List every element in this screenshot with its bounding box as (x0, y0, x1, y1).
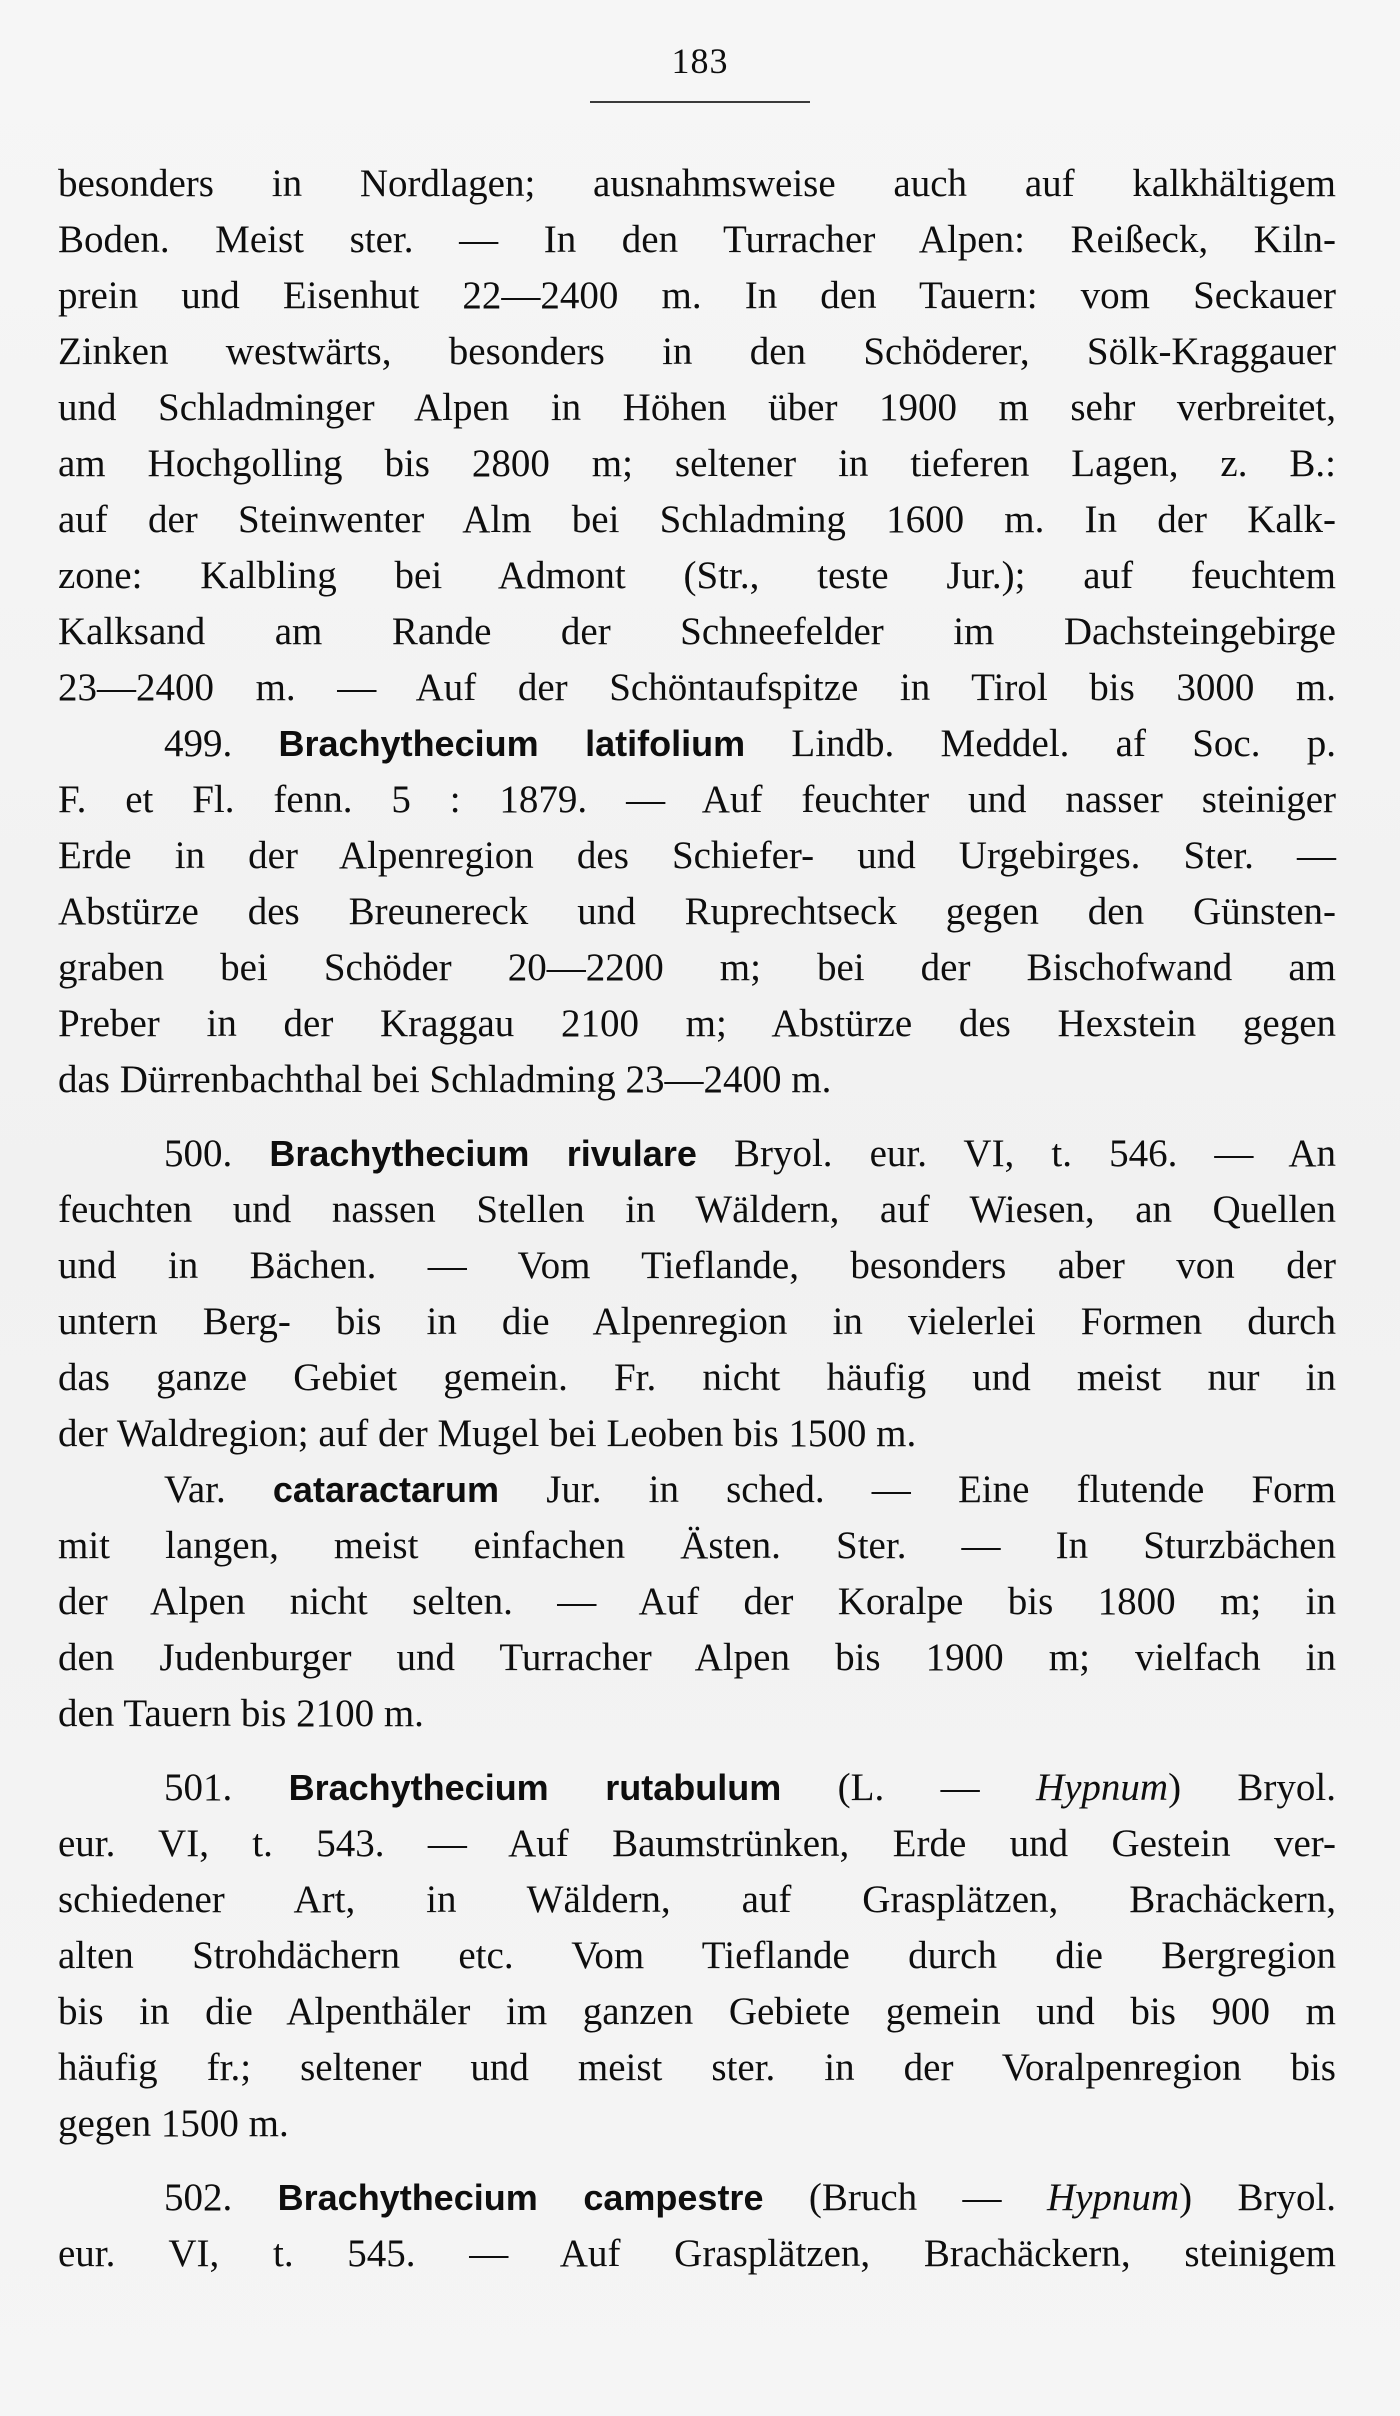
entry-citation: Bryol. eur. VI, t. 546. — An (733, 1132, 1337, 1175)
entry-499 (58, 716, 1336, 1108)
entry-number: 501. (164, 1766, 233, 1809)
genus-synonym: Hypnum (1035, 1766, 1169, 1809)
variety-cataractarum (58, 1462, 1336, 1742)
text-line: häufig fr.; seltener und meist ster. in der Voralpenregion bis (58, 2046, 1336, 2089)
text-line: zone: Kalbling bei Admont (Str., teste Jur.); auf feuchtem (58, 554, 1336, 597)
entry-citation: Lindb. Meddel. af Soc. p. (791, 722, 1336, 765)
text-line: auf der Steinwenter Alm bei Schladming 1600 m. In der Kalk- (58, 498, 1336, 541)
text-line: Erde in der Alpenregion des Schiefer- und Urgebirges. Ster. — (58, 834, 1336, 877)
species-name: Brachythecium rutabulum (288, 1767, 782, 1808)
variety-prefix: Var. (164, 1468, 226, 1511)
entry-heading-line (58, 2170, 1336, 2226)
text-line: feuchten und nassen Stellen in Wäldern, auf Wiesen, an Quellen (58, 1188, 1336, 1231)
text-line: mit langen, meist einfachen Ästen. Ster. — In Sturzbächen (58, 1524, 1336, 1567)
text-line: eur. VI, t. 545. — Auf Grasplätzen, Brachäckern, steinigem (58, 2232, 1336, 2275)
entry-citation-end: ) Bryol. (1168, 1766, 1337, 1809)
text-line: Preber in der Kraggau 2100 m; Abstürze des Hexstein gegen (58, 1002, 1336, 1045)
entry-502 (58, 2170, 1336, 2282)
entry-501 (58, 1760, 1336, 2152)
entry-citation-start: (L. — (837, 1766, 980, 1809)
entry-number: 502. (164, 2176, 233, 2219)
text-line: prein und Eisenhut 22—2400 m. In den Tauern: vom Seckauer (58, 274, 1336, 317)
entry-500 (58, 1126, 1336, 1462)
text-line: Boden. Meist ster. — In den Turracher Alpen: Reißeck, Kiln- (58, 218, 1336, 261)
text-line: den Judenburger und Turracher Alpen bis 1900 m; vielfach in (58, 1636, 1336, 1679)
species-name: Brachythecium campestre (277, 2177, 764, 2218)
text-line: Zinken westwärts, besonders in den Schöderer, Sölk-Kraggauer (58, 330, 1336, 373)
text-line: das Dürrenbachthal bei Schladming 23—2400 m. (58, 1058, 832, 1101)
text-line: und Schladminger Alpen in Höhen über 1900 m sehr verbreitet, (58, 386, 1336, 429)
entry-heading-line (58, 1126, 1336, 1182)
variety-name: cataractarum (272, 1469, 500, 1510)
text-line: der Waldregion; auf der Mugel bei Leoben bis 1500 m. (58, 1412, 917, 1455)
text-line: graben bei Schöder 20—2200 m; bei der Bischofwand am (58, 946, 1336, 989)
text-line: eur. VI, t. 543. — Auf Baumstrünken, Erde und Gestein ver- (58, 1822, 1336, 1865)
text-line: das ganze Gebiet gemein. Fr. nicht häufig und meist nur in (58, 1356, 1336, 1399)
text-line: F. et Fl. fenn. 5 : 1879. — Auf feuchter und nasser steiniger (58, 778, 1336, 821)
species-name: Brachythecium latifolium (278, 723, 746, 764)
paragraph-gap (58, 2152, 1336, 2170)
text-line: alten Strohdächern etc. Vom Tieflande durch die Bergregion (58, 1934, 1336, 1977)
entry-citation-end: ) Bryol. (1179, 2176, 1337, 2219)
entry-citation-start: (Bruch — (808, 2176, 1002, 2219)
text-line: besonders in Nordlagen; ausnahmsweise auch auf kalkhältigem (58, 162, 1336, 205)
text-line: der Alpen nicht selten. — Auf der Koralpe bis 1800 m; in (58, 1580, 1336, 1623)
variety-citation: Jur. in sched. — Eine flutende Form (546, 1468, 1337, 1511)
entry-heading-line (58, 716, 1336, 772)
continuation-paragraph (58, 156, 1336, 716)
genus-synonym: Hypnum (1046, 2176, 1180, 2219)
species-name: Brachythecium rivulare (269, 1133, 697, 1174)
text-line: gegen 1500 m. (58, 2102, 289, 2145)
header-rule (590, 101, 810, 103)
text-line: untern Berg- bis in die Alpenregion in vielerlei Formen durch (58, 1300, 1336, 1343)
text-line: und in Bächen. — Vom Tieflande, besonders aber von der (58, 1244, 1336, 1287)
paragraph-gap (58, 1742, 1336, 1760)
entry-heading-line (58, 1760, 1336, 1816)
text-line: den Tauern bis 2100 m. (58, 1692, 424, 1735)
text-line: am Hochgolling bis 2800 m; seltener in tieferen Lagen, z. B.: (58, 442, 1336, 485)
text-line: 23—2400 m. — Auf der Schöntaufspitze in Tirol bis 3000 m. (58, 666, 1336, 709)
entry-number: 499. (164, 722, 233, 765)
paragraph-gap (58, 1108, 1336, 1126)
text-line: schiedener Art, in Wäldern, auf Grasplätzen, Brachäckern, (58, 1878, 1336, 1921)
page-number: 183 (671, 41, 729, 81)
text-line: Kalksand am Rande der Schneefelder im Dachsteingebirge (58, 610, 1336, 653)
entry-number: 500. (164, 1132, 233, 1175)
page-body (58, 156, 1336, 2282)
text-line: bis in die Alpenthäler im ganzen Gebiete gemein und bis 900 m (58, 1990, 1336, 2033)
text-line: Abstürze des Breunereck und Ruprechtseck gegen den Günsten- (58, 890, 1336, 933)
variety-heading-line (58, 1462, 1336, 1518)
